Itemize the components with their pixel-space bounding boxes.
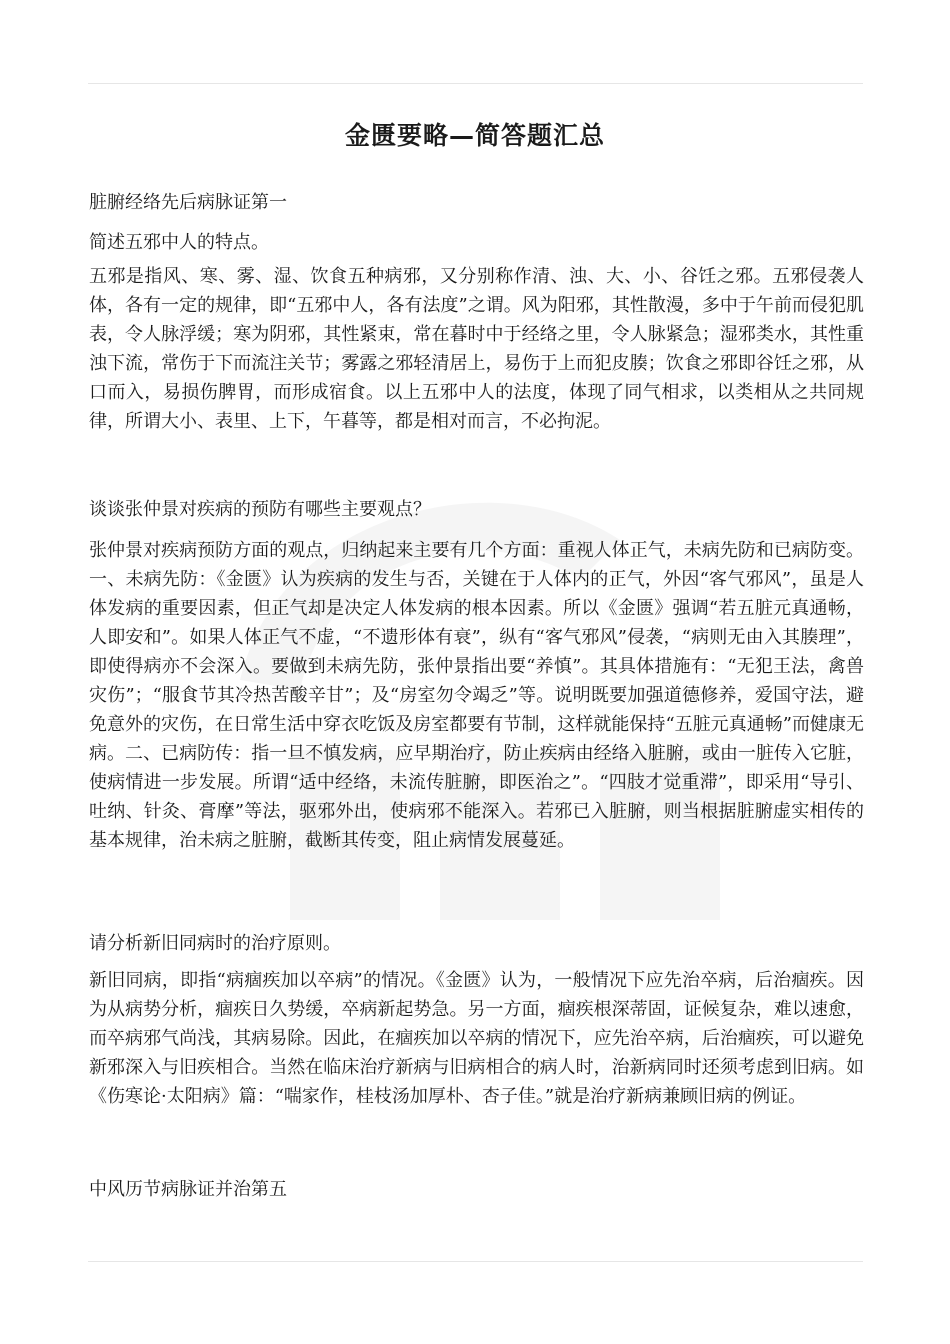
top-divider xyxy=(88,83,863,84)
question-heading: 请分析新旧同病时的治疗原则。 xyxy=(89,933,341,954)
chapter-heading: 脏腑经络先后病脉证第一 xyxy=(89,192,287,213)
document-title: 金匮要略—简答题汇总 xyxy=(344,121,605,150)
question-heading: 简述五邪中人的特点。 xyxy=(89,232,269,253)
answer-paragraph: 张仲景对疾病预防方面的观点，归纳起来主要有几个方面：重视人体正气，未病先防和已病防变。一、未病先防：《金匮》认为疾病的发生与否，关键在于人体内的正气，外因“客气邪风”，虽是人体发病的重要因素，但正气却是决定人体发病的根本因素。所以《金匮》强调“若五脏元真通畅，人即安和”。如果人体正气不虚，“不遗形体有衰”，纵有“客气邪风”侵袭，“病则无由入其腠理”，即使得病亦不会深入。要做到未病先防，张仲景指出要“养慎”。其具体措施有：“无犯王法，禽兽灾伤”；“服食节其冷热苦酸辛甘”；及“房室勿令竭乏”等。说明既要加强道德修养，爱国守法，避免意外的灾伤，在日常生活中穿衣吃饭及房室都要有节制，这样就能保持“五脏元真通畅”而健康无病。二、已病防传：指一旦不慎发病，应早期治疗，防止疾病由经络入脏腑，或由一脏传入它脏，使病情进一步发展。所谓“适中经络，未流传脏腑，即医治之”。“四肢才觉重滞”，即采用“导引、吐纳、针灸、膏摩”等法，驱邪外出，使病邪不能深入。若邪已入脏腑，则当根据脏腑虚实相传的基本规律，治未病之脏腑，截断其传变，阻止病情发展蔓延。 xyxy=(89,540,864,851)
question-heading: 谈谈张仲景对疾病的预防有哪些主要观点？ xyxy=(89,499,431,520)
bottom-divider xyxy=(88,1261,863,1262)
answer-paragraph: 新旧同病，即指“病痼疾加以卒病”的情况。《金匮》认为，一般情况下应先治卒病，后治痼疾。因为从病势分析，痼疾日久势缓，卒病新起势急。另一方面，痼疾根深蒂固，证候复杂，难以速愈，而卒病邪气尚浅，其病易除。因此，在痼疾加以卒病的情况下，应先治卒病，后治痼疾，可以避免新邪深入与旧疾相合。当然在临床治疗新病与旧病相合的病人时，治新病同时还须考虑到旧病。如《伤寒论·太阳病》篇：“喘家作，桂枝汤加厚朴、杏子佳。”就是治疗新病兼顾旧病的例证。 xyxy=(89,970,864,1107)
answer-paragraph: 五邪是指风、寒、雾、湿、饮食五种病邪，又分别称作清、浊、大、小、谷饪之邪。五邪侵袭人体，各有一定的规律，即“五邪中人，各有法度”之谓。风为阳邪，其性散漫，多中于午前而侵犯肌表，令人脉浮缓；寒为阴邪，其性紧束，常在暮时中于经络之里，令人脉紧急；湿邪类水，其性重浊下流，常伤于下而流注关节；雾露之邪轻清居上，易伤于上而犯皮腠；饮食之邪即谷饪之邪，从口而入，易损伤脾胃，而形成宿食。以上五邪中人的法度，体现了同气相求，以类相从之共同规律，所谓大小、表里、上下，午暮等，都是相对而言，不必拘泥。 xyxy=(89,266,864,432)
chapter-heading: 中风历节病脉证并治第五 xyxy=(89,1179,287,1200)
